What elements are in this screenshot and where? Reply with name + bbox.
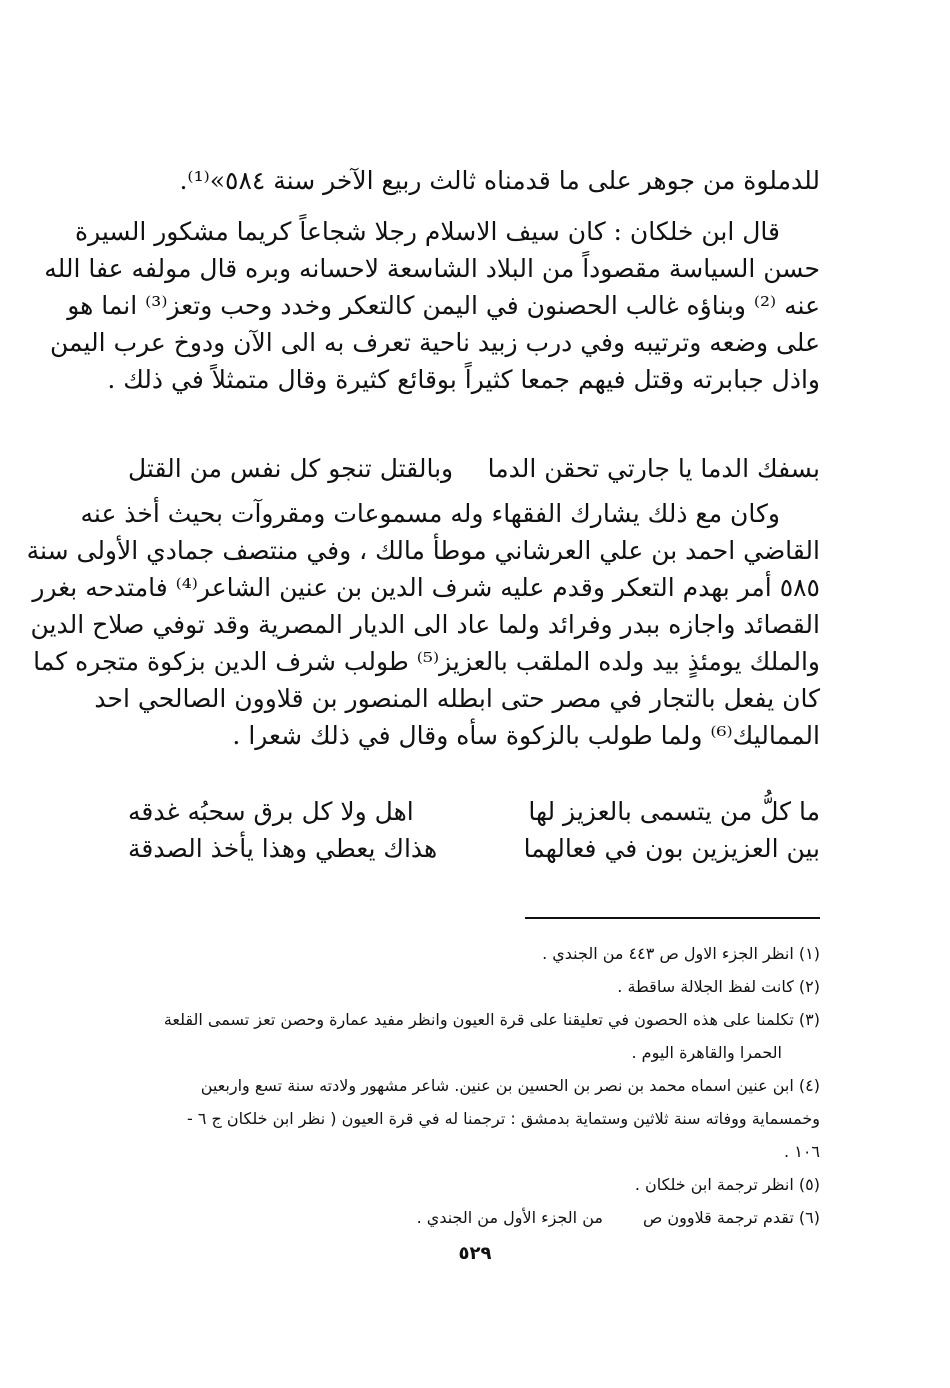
- text-line: قال ابن خلكان : كان سيف الاسلام رجلا شجاعاً كريما مشكور السيرة: [74, 217, 780, 246]
- text-line: والملك يومئذٍ بيد ولده الملقب بالعزيز⁽⁵⁾ طولب شرف الدين بزكوة متجره كما: [33, 647, 820, 676]
- footnote-4-end: ١٠٦ .: [784, 1142, 820, 1161]
- text-line: على وضعه وترتيبه وفي درب زبيد ناحية تعرف به الى الآن ودوخ عرب اليمن: [50, 328, 820, 357]
- footnote-2: (٢) كانت لفظ الجلالة ساقطة .: [617, 977, 820, 996]
- paragraph-2: [44, 213, 820, 398]
- paragraph-1: [128, 162, 820, 199]
- text-line: واذل جبابرته وقتل فيهم جمعا كثيراً بوقائع كثيرة وقال متمثلاً في ذلك .: [107, 365, 820, 394]
- text-line: القاضي احمد بن علي العرشاني موطأ مالك ، وفي منتصف جمادي الأولى سنة: [26, 536, 820, 565]
- footnote-divider: [525, 917, 820, 919]
- poem-hemistich-right: بين العزيزين بون في فعالهما: [523, 834, 820, 863]
- footnote-6-part1: (٦) تقدم ترجمة قلاوون ص: [642, 1208, 820, 1227]
- text-line: وكان مع ذلك يشارك الفقهاء وله مسموعات ومقروآت بحيث أخذ عنه: [80, 499, 780, 528]
- paragraph-3: [26, 495, 820, 754]
- main-text: [44, 162, 820, 398]
- footnote-6-part2: من الجزء الأول من الجندي .: [416, 1208, 603, 1227]
- footnotes: [128, 937, 820, 1234]
- poem-hemistich-left: هذاك يعطي وهذا يأخذ الصدقة: [128, 834, 438, 863]
- page-number: ٥٢٩: [458, 1243, 492, 1264]
- text-line: للدملوة من جوهر على ما قدمناه ثالث ربيع الآخر سنة ٥٨٤»⁽¹⁾.: [179, 166, 820, 195]
- text-line: المماليك⁽⁶⁾ ولما طولب بالزكوة سأه وقال في ذلك شعرا .: [232, 721, 820, 750]
- footnote-6: [128, 1201, 820, 1234]
- footnote-3: (٣) تكلمنا على هذه الحصون في تعليقنا على قرة العيون وانظر مفيد عمارة وحصن تعز تسمى القلعة: [163, 1010, 820, 1029]
- text-line: ٥٨٥ أمر بهدم التعكر وقدم عليه شرف الدين بن عنين الشاعر⁽⁴⁾ فامتدحه بغرر: [32, 573, 820, 602]
- text-line: حسن السياسة مقصوداً من البلاد الشاسعة لاحسانه وبره قال مولفه عفا الله: [44, 254, 820, 283]
- poem-line: [128, 830, 820, 867]
- blank-gap: [603, 1201, 643, 1234]
- main-text-continued: [26, 495, 820, 754]
- poem-hemistich-left: اهل ولا كل برق سحبُه غدقه: [128, 797, 414, 826]
- footnote-1: (١) انظر الجزء الاول ص ٤٤٣ من الجندي .: [542, 944, 820, 963]
- poem-line: [128, 793, 820, 830]
- text-line: القصائد واجازه ببدر وفرائد ولما عاد الى الديار المصرية وقد توفي صلاح الدين: [30, 610, 820, 639]
- poem-verse-1: [128, 450, 820, 487]
- poem-verses-2: [128, 793, 820, 867]
- text-line: كان يفعل بالتجار في مصر حتى ابطله المنصور بن قلاوون الصالحي احد: [94, 684, 820, 713]
- footnote-4: (٤) ابن عنين اسماه محمد بن نصر بن الحسين بن عنين. شاعر مشهور ولادته سنة تسع واربعين: [200, 1076, 820, 1095]
- poem-hemistich-left: وبالقتل تنجو كل نفس من القتل: [128, 454, 454, 483]
- footnote-3-continued: الحمرا والقاهرة اليوم .: [631, 1043, 782, 1062]
- text-line: عنه ⁽²⁾ وبناؤه غالب الحصنون في اليمن كالتعكر وخدد وحب وتعز⁽³⁾ انما هو: [67, 291, 820, 320]
- poem-hemistich-right: بسفك الدما يا جارتي تحقن الدما: [487, 454, 820, 483]
- footnote-5: (٥) انظر ترجمة ابن خلكان .: [634, 1175, 820, 1194]
- poem-hemistich-right: ما كلُّ من يتسمى بالعزيز لها: [528, 797, 820, 826]
- poem-line: [128, 450, 820, 487]
- footnote-4-continued: وخمسماية ووفاته سنة ثلاثين وستماية بدمشق : ترجمنا له في قرة العيون ( نظر ابن خلكان ج ٦ -: [186, 1109, 820, 1128]
